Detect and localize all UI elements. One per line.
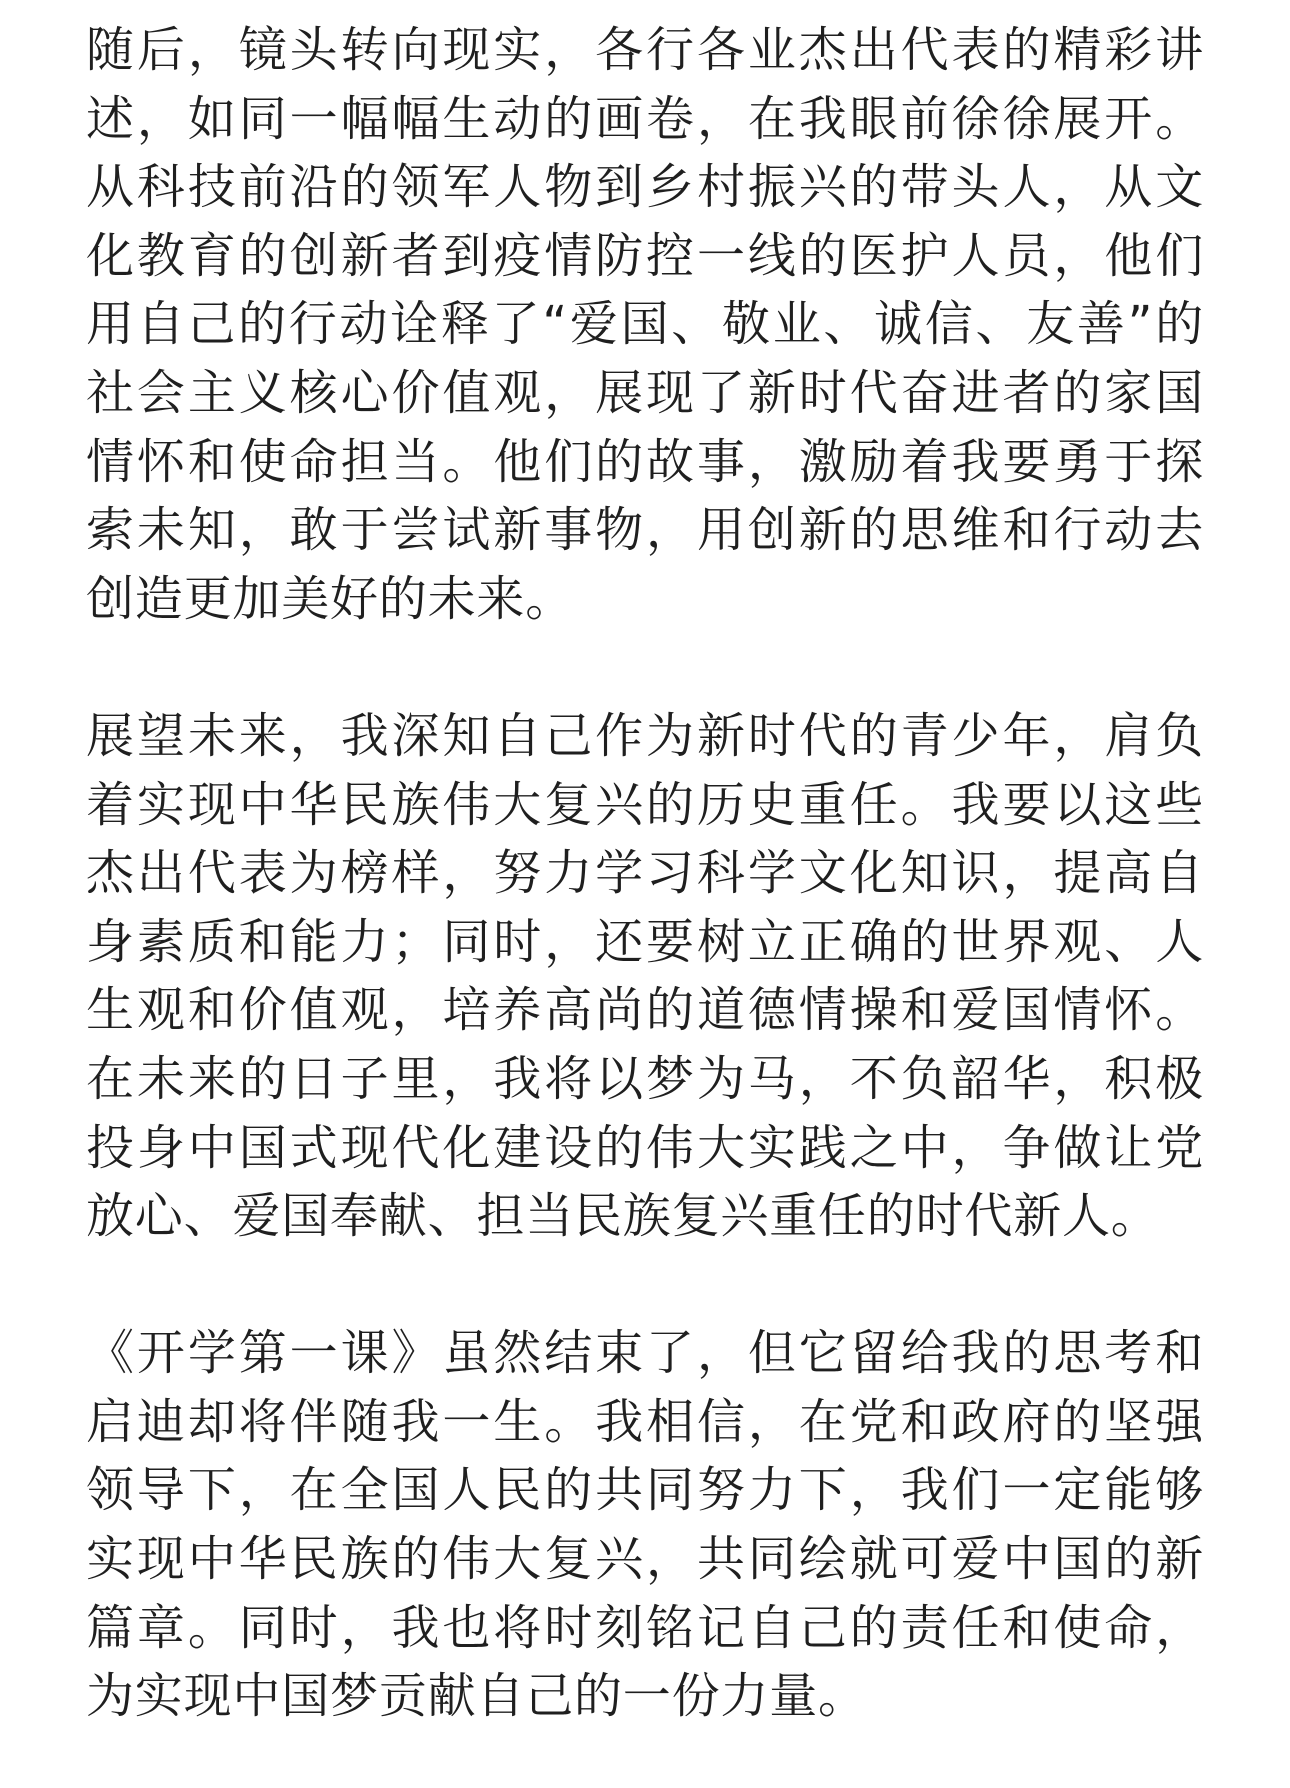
paragraph-role-models: 随后，镜头转向现实，各行各业杰出代表的精彩讲述，如同一幅幅生动的画卷，在我眼前徐徐展开。从科技前沿的领军人物到乡村振兴的带头人，从文化教育的创新者到疫情防控一线的医护人员，他们用自己的行动诠释了“爱国、敬业、诚信、友善”的社会主义核心价值观，展现了新时代奋进者的家国情怀和使命担当。他们的故事，激励着我要勇于探索未知，敢于尝试新事物，用创新的思维和行动去创造更加美好的未来。 (86, 22, 1204, 627)
paragraph-conclusion: 《开学第一课》虽然结束了，但它留给我的思考和启迪却将伴随我一生。我相信，在党和政府的坚强领导下，在全国人民的共同努力下，我们一定能够实现中华民族的伟大复兴，共同绘就可爱中国的新篇章。同时，我也将时刻铭记自己的责任和使命，为实现中国梦贡献自己的一份力量。 (86, 1325, 1204, 1725)
article-body (86, 16, 1204, 1731)
paragraph-future-outlook: 展望未来，我深知自己作为新时代的青少年，肩负着实现中华民族伟大复兴的历史重任。我要以这些杰出代表为榜样，努力学习科学文化知识，提高自身素质和能力；同时，还要树立正确的世界观、人生观和价值观，培养高尚的道德情操和爱国情怀。在未来的日子里，我将以梦为马，不负韶华，积极投身中国式现代化建设的伟大实践之中，争做让党放心、爱国奉献、担当民族复兴重任的时代新人。 (86, 707, 1204, 1245)
